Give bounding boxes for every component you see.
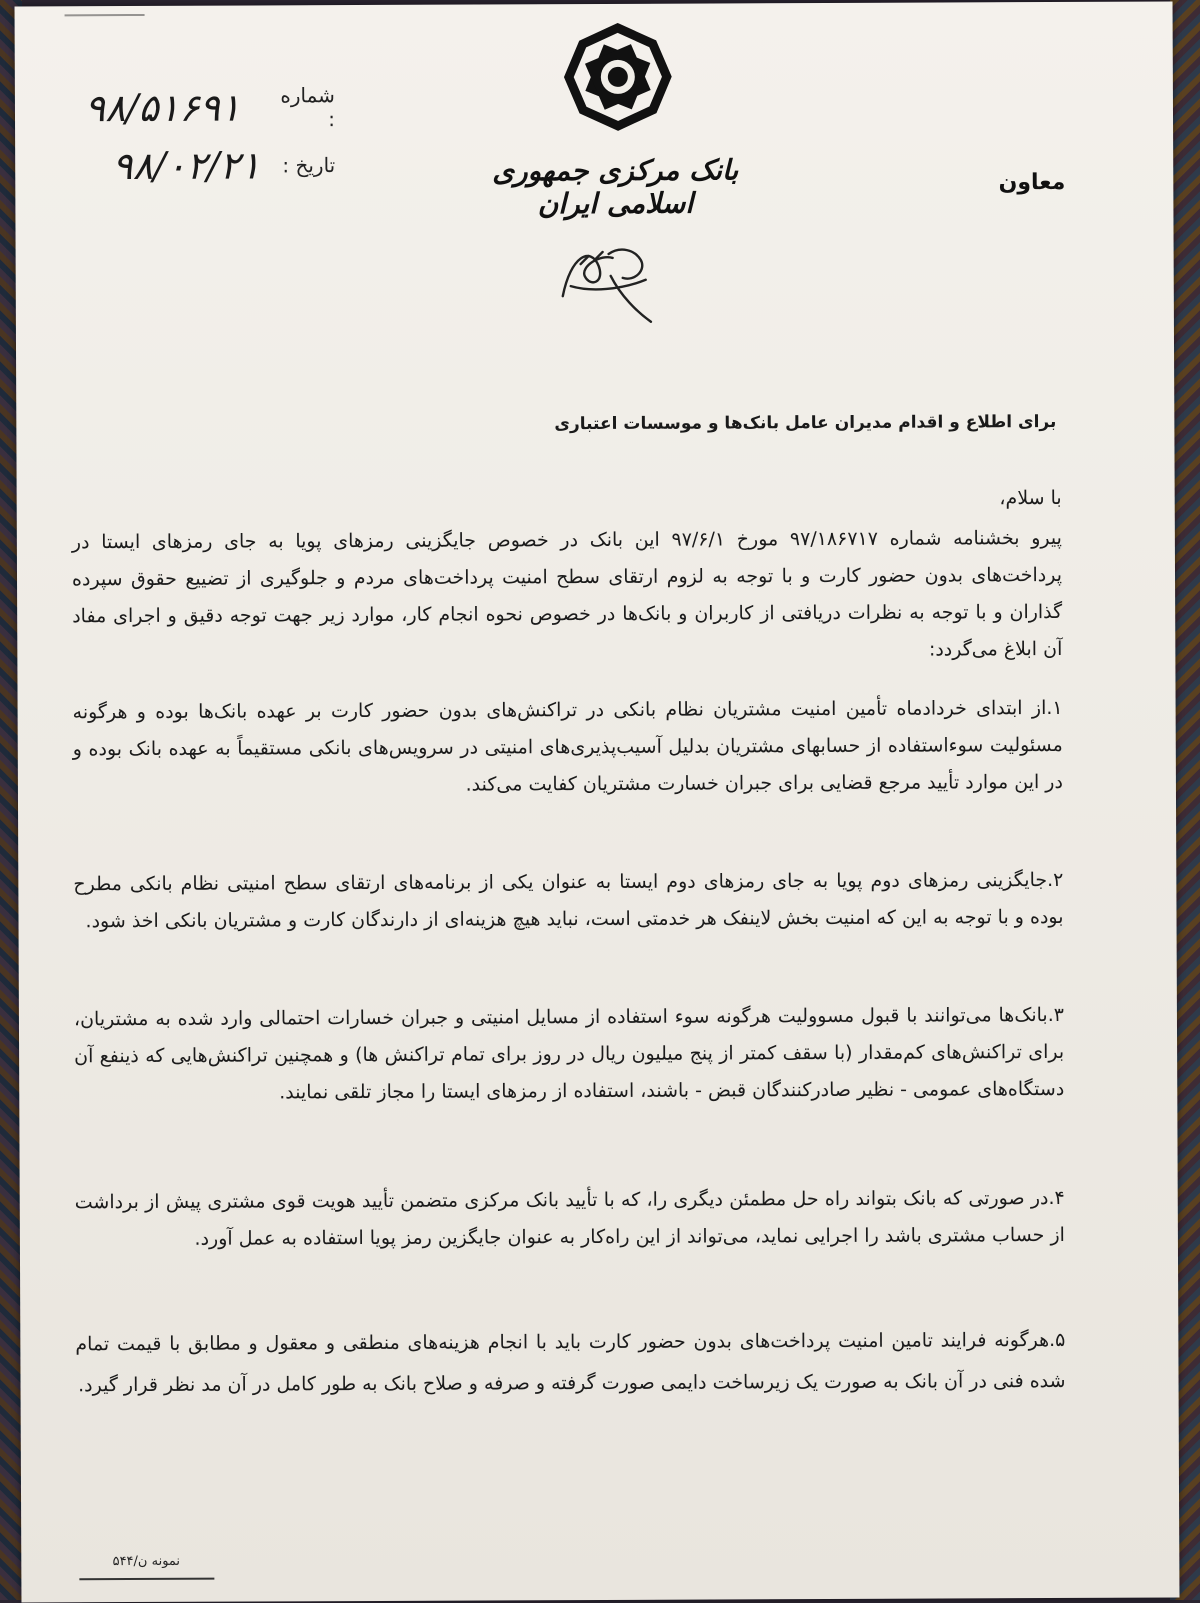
item-4: ۴.در صورتی که بانک بتواند راه حل مطمئن دیگری را، که با تأیید بانک مرکزی متضمن تأیید هویت قوی مشتری پیش از برداشت از حساب مشتری باشد را اجرایی نماید، می‌تواند از این راه‌کار به عنوان جایگزین رمز پویا استفاده به عمل آورد. xyxy=(74,1186,1065,1250)
deputy-title: معاون xyxy=(998,169,1066,196)
form-code: نمونه ن/۵۴۴ xyxy=(112,1553,181,1570)
number-row xyxy=(85,83,335,132)
top-mark xyxy=(65,14,145,16)
date-row xyxy=(85,143,335,188)
number-label: شماره : xyxy=(280,83,336,132)
item-2: ۲.جایگزینی رمزهای دوم پویا به جای رمزهای دوم ایستا به عنوان یکی از برنامه‌های ارتقای سطح امنیتی نظام بانکی مطرح بوده و با توجه به این که امنیت بخش لاینفک هر خدمتی است، نباید هیچ هزینه‌ای از دارندگان کارت و مشتریان بانکی اخذ شود. xyxy=(73,868,1064,933)
item-3: ۳.بانک‌ها می‌توانند با قبول مسوولیت هرگونه سوء استفاده از مسایل امنیتی و جبران خسارات احتمالی وارد شده به مشتریان، برای تراکنش‌های کم‌مقدار (با سقف کمتر از پنج میلیون ریال در روز برای تمام تراکنش ها) و همچنین تراکنش‌هایی که ذینفع آن دستگاه‌های عمومی - نظیر صادرکنندگان قبض - باشند، استفاده از رمزهای ایستا را مجاز تلقی نمایند. xyxy=(73,1003,1065,1104)
item-1: ۱.از ابتدای خردادماه تأمین امنیت مشتریان نظام بانکی در تراکنش‌های بدون حضور کارت بر عهده بانک‌ها بوده و هرگونه مسئولیت سوءاستفاده از حسابهای مشتریان بدلیل آسیب‌پذیری‌های امنیتی در سرویس‌های بانکی مستقیماً به عهده بانک بوده و در این موارد تأیید مرجع قضایی برای جبران خسارت مشتریان کفایت می‌کند. xyxy=(72,696,1063,796)
letter-paper xyxy=(15,1,1180,1602)
greeting: با سلام، xyxy=(999,486,1062,510)
form-code-underline xyxy=(79,1578,214,1581)
recipient-line: برای اطلاع و اقدام مدیران عامل بانک‌ها و موسسات اعتباری xyxy=(554,411,1057,435)
intro-paragraph: پیرو بخشنامه شماره ۹۷/۱۸۶۷۱۷ مورخ ۹۷/۶/۱ این بانک در خصوص جایگزینی رمزهای پویا به جای رمزهای ایستا در پرداخت‌های بدون حضور کارت و با توجه به لزوم ارتقای سطح امنیت پرداخت‌های مردم و جلوگیری از تضییع حقوق سپرده گذاران و با توجه به نظرات دریافتی از کاربران و بانک‌ها در خصوص نحوه انجام کار، موارد زیر جهت توجه دقیق و اجرای مفاد آن ابلاغ می‌گردد: xyxy=(71,526,1063,661)
bank-name: بانک مرکزی جمهوری اسلامی ایران xyxy=(492,153,739,221)
date-value: ۹۸/۰۲/۲۱ xyxy=(112,143,261,189)
central-bank-logo-icon xyxy=(563,22,673,132)
signature-icon xyxy=(551,236,661,326)
item-5: ۵.هرگونه فرایند تامین امنیت پرداخت‌های بدون حضور کارت باید با انجام هزینه‌های منطقی و معقول و مطابق با قیمت تمام شده فنی در آن بانک به صورت یک زیرساخت دایمی صورت گرفته و صرفه و صلاح بانک به طور کامل در آن مد نظر قرار گیرد. xyxy=(75,1328,1066,1397)
date-label: تاریخ : xyxy=(282,153,336,178)
number-value: ۹۸/۵۱۶۹۱ xyxy=(84,85,241,131)
